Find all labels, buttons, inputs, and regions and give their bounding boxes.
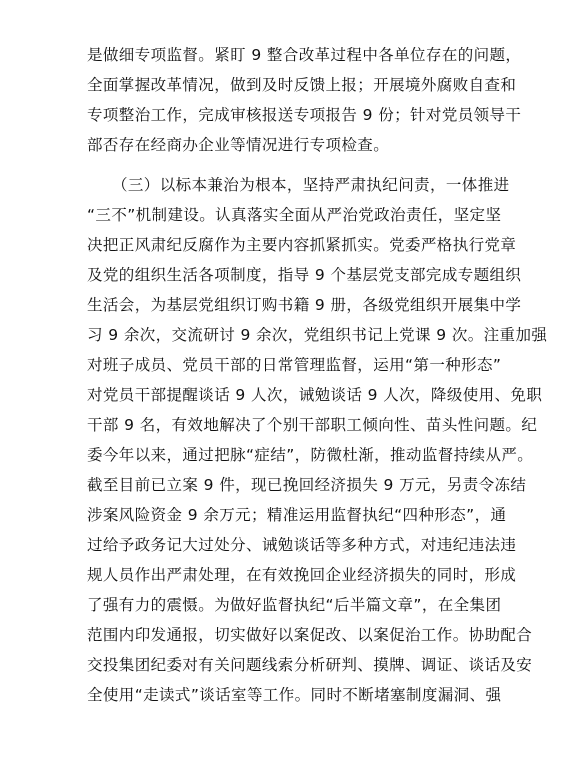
paragraph-line: 全面掌握改革情况，做到及时反馈上报；开展境外腐败自查和 [87,76,517,94]
paragraph-line: 决把正风肃纪反腐作为主要内容抓紧抓实。党委严格执行党章 [87,236,517,254]
paragraph-line: 截至目前已立案 9 件，现已挽回经济损失 9 万元，另责令冻结 [87,476,527,494]
paragraph-line: 交投集团纪委对有关问题线索分析研判、摸牌、调证、谈话及安 [87,656,533,674]
paragraph-line: 部否存在经商办企业等情况进行专项检查。 [87,136,390,154]
paragraph-line: 干部 9 名，有效地解决了个别干部职工倾向性、苗头性问题。纪 [87,416,538,434]
paragraph-line: 生活会，为基层党组织订购书籍 9 册，各级党组织开展集中学 [87,296,522,314]
paragraph-line: 全使用“走读式”谈话室等工作。同时不断堵塞制度漏洞、强 [87,686,502,704]
section-heading-line: （三）以标本兼治为根本，坚持严肃执纪问责，一体推进 [112,176,510,194]
paragraph-line: 是做细专项监督。紧盯 9 整合改革过程中各单位存在的问题， [87,46,522,64]
paragraph-line: 及党的组织生活各项制度，指导 9 个基层党支部完成专题组织 [87,266,522,284]
paragraph-line: 习 9 余次，交流研讨 9 余次，党组织书记上党课 9 次。注重加强 [87,326,548,344]
paragraph-line: 涉案风险资金 9 余万元；精准运用监督执纪“四种形态”，通 [87,506,507,524]
paragraph-line: 委今年以来，通过把脉“症结”，防微杜渐，推动监督持续从严。 [87,446,534,464]
paragraph-line: 专项整治工作，完成审核报送专项报告 9 份；针对党员领导干 [87,106,522,124]
paragraph-line: 过给予政务记大过处分、诫勉谈话等多种方式，对违纪违法违 [87,536,517,554]
paragraph-line: 规人员作出严肃处理，在有效挽回企业经济损失的同时，形成 [87,566,517,584]
paragraph-line: 范围内印发通报，切实做好以案促改、以案促治工作。协助配合 [87,626,533,644]
paragraph-line: 对党员干部提醒谈话 9 人次，诫勉谈话 9 人次，降级使用、免职 [87,386,543,404]
paragraph-line: 对班子成员、党员干部的日常管理监督，运用“第一种形态” [87,356,502,374]
paragraph-line: 了强有力的震慑。为做好监督执纪“后半篇文章”，在全集团 [87,596,502,614]
paragraph-line: “三不”机制建设。认真落实全面从严治党政治责任，坚定坚 [87,206,502,224]
